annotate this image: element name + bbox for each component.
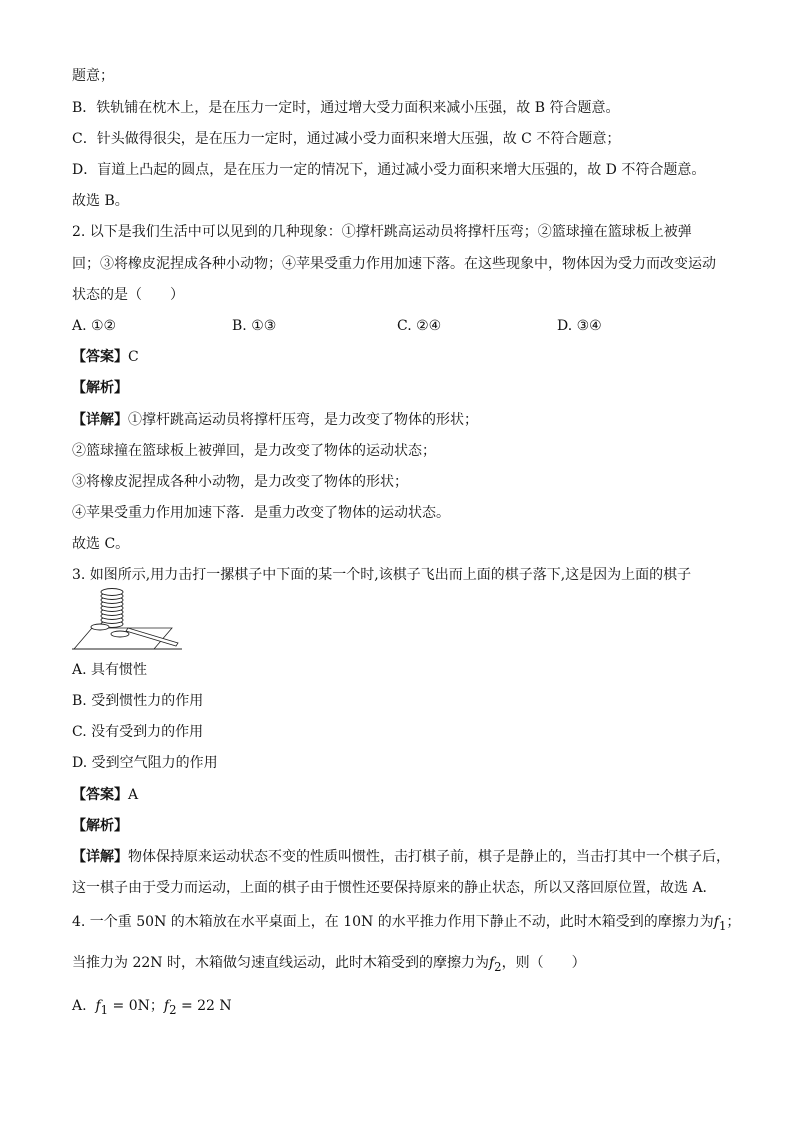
q3-analysis-label: 【解析】 (72, 818, 128, 834)
q1-conclusion: 故选 B。 (72, 193, 129, 209)
q1-option-c-analysis: C．针头做得很尖，是在压力一定时，通过减小受力面积来增大压强，故 C 不符合题意； (72, 131, 621, 147)
detail-label: 【详解】 (72, 849, 128, 865)
q2-detail-2: ②篮球撞在篮球板上被弹回，是力改变了物体的运动状态； (72, 443, 436, 459)
q2-option-b: B. ①③ (232, 318, 277, 334)
stem-text: 4. 一个重 50N 的木箱放在水平桌面上，在 10N 的水平推力作用下静止不动，此时木箱受到的摩擦力为 (72, 914, 714, 930)
q2-option-d: D. ③④ (557, 318, 602, 334)
q2-detail-1 (72, 410, 478, 430)
q3-answer (72, 785, 138, 805)
detail-text: ①撑杆跳高运动员将撑杆压弯，是力改变了物体的形状； (128, 412, 478, 428)
q2-analysis-label: 【解析】 (72, 380, 128, 396)
q2-conclusion: 故选 C。 (72, 536, 130, 552)
answer-label: 【答案】 (72, 787, 128, 803)
q2-detail-4: ④苹果受重力作用加速下落．是重力改变了物体的运动状态。 (72, 505, 450, 521)
answer-value: A (128, 787, 139, 803)
q3-option-b: B. 受到惯性力的作用 (72, 693, 204, 709)
q4-stem-line2 (72, 953, 586, 977)
f2-subscript: 2 (169, 1002, 177, 1017)
q1-tail: 题意； (72, 68, 114, 84)
q3-stem: 3. 如图所示,用力击打一摞棋子中下面的某一个时,该棋子飞出而上面的棋子落下,这是因为上面的棋子 (72, 567, 692, 583)
checker-stack-figure (72, 588, 182, 650)
q2-stem-line3: 状态的是（ ） (72, 287, 184, 303)
q4-stem-line1 (72, 912, 740, 936)
f1-symbol: f (95, 998, 101, 1014)
q2-stem-line1: 2. 以下是我们生活中可以见到的几种现象：①撑杆跳高运动员将撑杆压弯；②篮球撞在篮球板上被弹 (72, 224, 692, 240)
f2-subscript: 2 (494, 959, 502, 974)
q3-option-c: C. 没有受到力的作用 (72, 724, 204, 740)
q3-option-d: D. 受到空气阻力的作用 (72, 755, 218, 771)
answer-value: C (128, 349, 139, 365)
stem-end: ，则（ ） (501, 955, 586, 971)
option-prefix: A. (72, 998, 87, 1014)
q4-option-a (72, 996, 232, 1020)
q3-option-a: A. 具有惯性 (72, 662, 148, 678)
q1-option-d-analysis: D．盲道上凸起的圆点，是在压力一定的情况下，通过减小受力面积来增大压强的，故 D 不符合题意。 (72, 162, 706, 178)
stem-text: 当推力为 22N 时，木箱做匀速直线运动，此时木箱受到的摩擦力为 (72, 955, 489, 971)
q2-answer (72, 347, 139, 367)
detail-label: 【详解】 (72, 412, 128, 428)
q3-detail-1 (72, 847, 730, 867)
f2-symbol: f (488, 955, 495, 971)
option-eq2: = 22 N (180, 998, 232, 1014)
detail-text: 物体保持原来运动状态不变的性质叫惯性，击打棋子前，棋子是静止的，当击打其中一个棋子后， (128, 849, 730, 865)
q2-stem-line2: 回；③将橡皮泥捏成各种小动物；④苹果受重力作用加速下落。在这些现象中，物体因为受力而改变运动 (72, 256, 716, 272)
q1-option-b-analysis: B．铁轨铺在枕木上，是在压力一定时，通过增大受力面积来减小压强，故 B 符合题意。 (72, 100, 620, 116)
q2-option-a: A. ①② (72, 318, 117, 334)
f2-symbol: f (163, 998, 170, 1014)
option-eq1: = 0N； (112, 998, 164, 1014)
q2-detail-3: ③将橡皮泥捏成各种小动物，是力改变了物体的形状； (72, 474, 408, 490)
f1-subscript: 1 (100, 1002, 109, 1017)
f1-symbol: f (713, 914, 719, 930)
f1-subscript: 1 (718, 918, 727, 933)
q3-detail-2: 这一棋子由于受力而运动，上面的棋子由于惯性还要保持原来的静止状态，所以又落回原位置，故选 A． (72, 880, 717, 896)
stem-end: ； (726, 914, 741, 930)
q2-option-c: C. ②④ (397, 318, 442, 334)
answer-label: 【答案】 (72, 349, 128, 365)
